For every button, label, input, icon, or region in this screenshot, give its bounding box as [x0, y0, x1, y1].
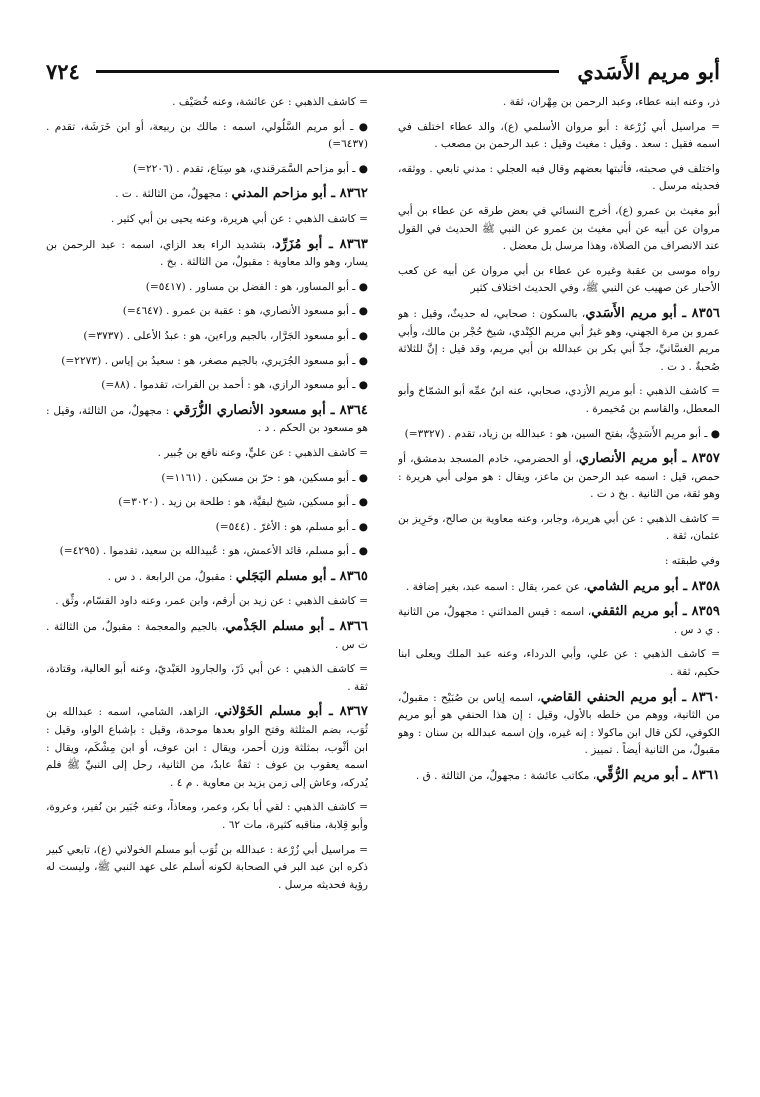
kashif-note: = كاشف الذهبي : عن أبي هريرة، وجابر، وعنه معاوية بن صالح، وحَرِيز بن عثمان، ثقة . — [398, 512, 720, 543]
entry-8361 — [398, 767, 720, 786]
entry-text: ، مكاتب عائشة : مجهولٌ، من الثالثة . ق . — [415, 770, 597, 782]
entry-8357 — [398, 450, 720, 504]
entry-heading: ٨٣٦٤ ـ أبو مسعود الأنصاري الزُّرَقي — [173, 402, 368, 418]
entry-text: ، بالسكون : صحابي، له حديثٌ، وقيل : هو عمرو بن مرة الجهني، وهو غيرُ أبي مريم الكِنْدي، شيخ حُجْر بن مالك، وأبي مريم الغسَّانيِّ، جدِّ أبي بكر بن عبدالله بن أبي مريم، وقد قيل : إنَّ للثلاثة صُحبةٌ . د ت . — [398, 307, 720, 373]
kashif-note: = كاشف الذهبي : عن عليٍّ، وعنه نافع بن جُبير . — [157, 446, 368, 459]
entry-heading: ٨٣٥٧ ـ أبو مريم الأنصاري — [578, 451, 720, 467]
header-rule — [96, 70, 559, 73]
cross-reference: ● ـ أبو مسعود الأنصاري، هو : عقبة بن عمرو . (٤٦٤٧=) — [122, 305, 368, 318]
entry-text: ، أو الحضرمي، خادم المسجد بدمشق، أو حمص، قيل : اسمه عبد الرحمن بن ماعز، ويقال : هو مولى أبي هريرة : وهو ثقة، من الثانية . بخ د ت . — [398, 453, 720, 501]
kashif-note: = كاشف الذهبي : عن أبي ذَرّ، والجارود العَبْديّ، وعنه أبو العالية، وقتادة، ثقة . — [46, 663, 368, 693]
entry-heading: ٨٣٦٥ ـ أبو مسلم البَجَلي — [235, 568, 368, 584]
kashif-note: = كاشف الذهبي : أبو مريم الأزدي، صحابي، عنه ابنُ عمِّه أبو الشمّاخ وأبو المعطل، والقاسم بن مُخيمرة . — [398, 385, 720, 415]
kashif-note: = كاشف الذهبي : عن علي، وأبي الدرداء، وعنه عبد الملك ويعلى ابنا حكيم، ثقة . — [398, 648, 720, 679]
entry-text: ، الزاهد، الشامي، اسمه : عبدالله بن ثُوَب، بضم المثلثة وفتح الواو بعدها موحدة، وقيل : بإشباع الواو، وقيل : ابن أثْوب، بمثلثة وزن أحمر، ويقال : ابن عوف، أو ابن مِشْكَم، ويقال : اسمه يعقوب بن عوف : ثقةٌ عابدٌ، من الثانية، رحل إلى النبيِّ ﷺ فلم يُدركه، وعاش إلى زمن يزيد بن معاوية . م ٤ . — [46, 706, 368, 789]
cross-reference: ● ـ أبو مسكين، شيخ لبقيَّة، هو : طلحة بن زيد . (٣٠٢٠=) — [118, 496, 368, 509]
entry-text: : مجهولٌ، من الثالثة، وقيل : هو مسعود بن الحكم . د . — [46, 404, 368, 435]
entry-text: ، بتشديد الراء بعد الزاي، اسمه : عبد الرحمن بن يسار، وهو والد معاوية : مقبولٌ، من الثالثة . بخ . — [46, 238, 368, 269]
paragraph: رواه موسى بن عقبة وغيره عن عطاء بن أبي مروان عن أبيه عن كعب الأحبار عن صهيب عن النبي ﷺ، وفي الحديث اختلاف كثير — [398, 264, 720, 295]
cross-reference: ● ـ أبو مسلم، هو : الأغرّ . (٥٤٤=) — [215, 520, 368, 533]
cross-reference: ● ـ أبو مريم السَّلُولي، اسمه : مالك بن ربيعة، أو ابن خَرَشَة، تقدم . (٦٤٣٧=) — [46, 120, 368, 151]
entry-8365 — [46, 568, 368, 587]
entry-text: : مقبولٌ، من الرابعة . د س . — [107, 570, 236, 583]
cross-reference: ● ـ أبو مسكين، هو : حرّ بن مسكين . (١١٦١=) — [161, 471, 368, 484]
entry-text: ، بالجيم والمعجمة : مقبولٌ، من الثالثة . ت س . — [46, 621, 368, 651]
entry-8362 — [46, 185, 368, 204]
cross-reference: ● ـ أبو المساور، هو : الفضل بن مساور . (٥٤١٧=) — [145, 280, 368, 293]
entry-heading: ٨٣٦١ ـ أبو مريم الرُّقِّي — [596, 768, 720, 783]
entry-heading: ٨٣٦٠ ـ أبو مريم الحنفي القاضي — [540, 689, 720, 705]
left-column — [46, 94, 368, 1077]
entry-heading: ٨٣٥٨ ـ أبو مريم الشامي — [586, 578, 720, 594]
kashif-note: = كاشف الذهبي : عن أبي هريرة، وعنه يحيى بن أبي كثير . — [110, 212, 368, 225]
cross-reference: ● ـ أبو مريم الأَسَدِيُّ، بفتح السين، هو : عبدالله بن زياد، تقدم . (٣٣٢٧=) — [404, 427, 720, 440]
entry-8366 — [46, 618, 368, 654]
entry-8364 — [46, 402, 368, 438]
entry-heading: ٨٣٦٧ ـ أبو مسلم الخَوْلاني — [217, 704, 368, 720]
cross-reference: ● ـ أبو مسلم، قائد الأعمش، هو : عُبيدالله بن سعيد، تقدموا . (٤٢٩٥=) — [59, 545, 368, 558]
entry-text: ، اسمه : قيس المدائني : مجهولٌ، من الثانية . ي د س . — [398, 606, 720, 636]
running-title: أبو مريم الأَسَدي — [577, 58, 720, 84]
kashif-note: = كاشف الذهبي : عن عائشة، وعنه خُصَيْف . — [172, 96, 368, 108]
entry-text: ، اسمه إياس بن صُبَيْح : مقبولٌ، من الثانية، ووهم من خلطه بالأول، وقيل : إن هذا الحنفي هو أبو مريم الكوفي، لكن قال ابن ماكولا : إنه غيره، وإن اسمه عبدالله بن سنان : وهو مقبولٌ، من الثانية أيضاً . تمييز . — [398, 691, 720, 757]
cross-reference: ● ـ أبو مسعود الجَرَّار، بالجيم وراءين، هو : عبدُ الأعلى . (٣٧٣٧=) — [83, 329, 368, 342]
entry-8359 — [398, 603, 720, 639]
entry-heading: ٨٣٦٦ ـ أبو مسلم الجَذْمي — [225, 619, 368, 635]
entry-text: ، عن عمر، يقال : اسمه عبد، بغير إضافة . — [405, 580, 587, 593]
section-label: وفي طبقته : — [664, 555, 720, 568]
entry-text: : مجهولٌ، من الثالثة . ت . — [115, 188, 232, 201]
cross-reference: ● ـ أبو مزاحم السَّمَرقندي، هو سِبَاع، تقدم . (٢٢٠٦=) — [132, 162, 368, 175]
paragraph: = مراسيل أبي زُرْعة : أبو مروان الأسلمي (ع)، والد عطاء اختلف في اسمه فقيل : سعد . وقيل : مغيث وقيل : عبد الرحمن بن مصعب . — [398, 120, 720, 151]
page-number: ٧٢٤ — [46, 58, 80, 84]
entry-heading: ٨٣٦٢ ـ أبو مزاحم المدني — [231, 186, 368, 202]
entry-heading: ٨٣٥٩ ـ أبو مريم الثقفي — [591, 604, 720, 620]
paragraph: ذر، وعنه ابنه عطاء، وعبد الرحمن بن مِهْران، ثقة . — [502, 96, 720, 108]
kashif-note: = كاشف الذهبي : عن زيد بن أرقم، وابن عمر، وعنه داود القسّام، وثِّق . — [55, 595, 368, 608]
entry-heading: ٨٣٦٣ ـ أبو مُزَرِّد — [274, 236, 368, 252]
right-column — [398, 94, 720, 1077]
entry-heading: ٨٣٥٦ ـ أبو مريم الأَسَدي — [585, 305, 720, 321]
entry-8367 — [46, 703, 368, 792]
entry-8358 — [398, 578, 720, 597]
paragraph: أبو مغيث بن عمرو (ع)، أخرج النسائي في بعض طرقه عن عطاء بن أبي مروان عن أبيه عن أبي مغيث بن عمرو عن النبي ﷺ الحديث في القول عند الانصراف من الصلاة، وهذا مرسل بل معضل . — [398, 204, 720, 253]
page-header — [46, 56, 720, 86]
text-columns — [46, 94, 720, 1077]
marasil-note: = مراسيل أبي زُرْعة : عبدالله بن ثُوَب أبو مسلم الخولاني (ع)، تابعي كبير ذكره ابن عبد البر في الصحابة لكونه أسلم على عهد النبي ﷺ، وليست له رؤية فحديثه مرسل . — [46, 843, 368, 891]
entry-8360 — [398, 689, 720, 760]
cross-reference: ● ـ أبو مسعود الجُرَيري، بالجيم مصغر، هو : سعيدُ بن إياس . (٢٢٧٣=) — [61, 354, 368, 367]
paragraph: واختلف في صحبته، فأثبتها بعضهم وقال فيه العجلي : مدني تابعي . ووثقه، فحديثه مرسل . — [398, 162, 720, 193]
cross-reference: ● ـ أبو مسعود الرازي، هو : أحمد بن الفرات، تقدموا . (٨٨=) — [101, 379, 368, 392]
entry-8356 — [398, 305, 720, 376]
kashif-note: = كاشف الذهبي : لقي أبا بكر، وعمر، ومعاذاً، وعنه جُبَير بن نُفير، وعروة، وأبو قِلابة، مناقبه كثيرة، مات ٦٢ . — [46, 801, 368, 831]
entry-8363 — [46, 236, 368, 272]
